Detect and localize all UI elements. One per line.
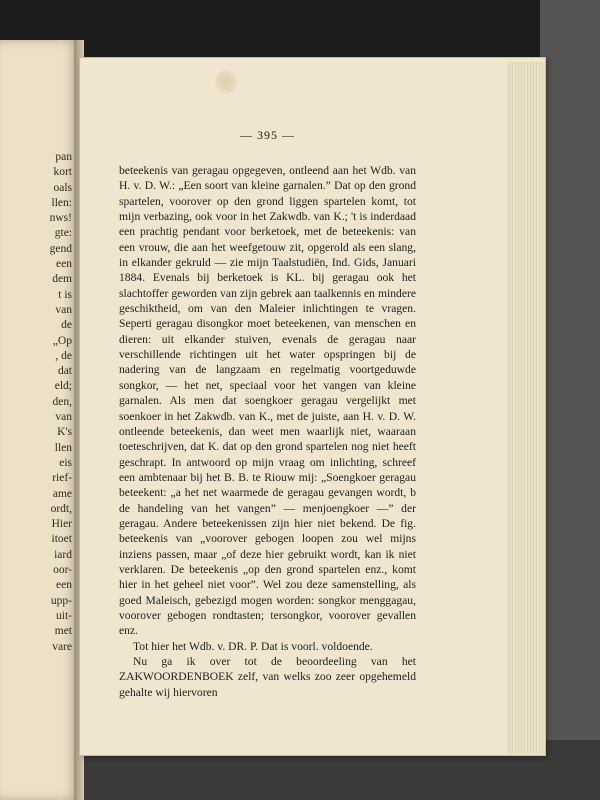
- paragraph-3: Nu ga ik over tot de beoordeeling van het ZAKWOORDENBOEK zelf, van welks zoo zeer opgehemeld gehalte wij hiervoren: [119, 655, 416, 699]
- left-fragment: de: [61, 319, 72, 332]
- left-fragment: ame: [52, 487, 72, 500]
- page-number: — 395 —: [240, 128, 295, 142]
- left-fragment: van: [55, 303, 72, 316]
- left-fragment: van: [55, 411, 72, 424]
- left-fragment: uit-: [56, 609, 72, 622]
- left-fragment: Hier: [51, 518, 72, 531]
- left-fragment: pan: [55, 151, 72, 163]
- body-text: [119, 163, 416, 700]
- left-fragment: oals: [53, 181, 72, 194]
- left-fragment: vare: [52, 640, 72, 653]
- left-fragment: iard: [54, 548, 72, 561]
- left-fragment: gend: [49, 242, 72, 255]
- left-fragment: K's: [57, 426, 72, 439]
- left-fragment: llen: [54, 441, 72, 454]
- left-fragment: kort: [53, 166, 72, 179]
- left-page-text: [50, 150, 72, 655]
- left-fragment: upp-: [50, 594, 72, 607]
- left-page: [0, 40, 78, 800]
- left-fragment: , de: [55, 349, 72, 362]
- left-fragment: eis: [59, 456, 72, 469]
- page-edges: [507, 62, 545, 754]
- left-fragment: dat: [57, 365, 72, 378]
- background-top: [0, 0, 600, 60]
- left-fragment: oor-: [53, 564, 72, 577]
- left-fragment: rief-: [52, 472, 72, 485]
- paragraph-1: beteekenis van geragau opgegeven, ontleend aan het Wdb. van H. v. D. W.: „Een soort van kleine garnalen.” Dat op den grond spartelen, voorover op den grond liggen spartelen komt, tot mijn verbazing, ook voor in het Zakwdb. van K.; 't is inderdaad een prachtig pendant voor berketoek, met de beteekenis: van een vrouw, die aan het weefgetouw zit, opgerold als een slang, in elkander gekruld — zie mijn Taalstudiën, Ind. Gids, Januari 1884. Evenals bij berketoek is KL. bij geragau ook het slachtoffer geworden van zijn gebrek aan taalkennis en mindere geschiktheid, om van den Maleier inlichtingen te vragen. Seperti geragau disongkor moet beteekenen, van menschen en dieren: uit elkander stuiven, evenals de geragau naar verschillende richtingen uit het water opspringen bij de nadering van de langzaam en regelmatig voortgeduwde songkor, — het net, speciaal voor het vangen van kleine garnalen. Als men dat soengkoer geragau vergelijkt met soenkoer in het Zakwdb. van K., met de juiste, aan H. v. D. W. ontleende beteekenis, dan weet men waarlijk niet, waaraan toeteschrijven, dat K. dat op den grond spartelen nog niet heeft geschrapt. In antwoord op mijn vraag om inlichting, schreef een ambtenaar bij het B. B. te Riouw mij: „Soengkoer geragau beteekent: „a het net waarmede de geragau gevangen wordt, b de handeling van het vangen” — menjoengkoer —” der geragau. Andere beteekenissen zijn hier niet bekend. De fig. beteekenis van „voorover gebogen loopen zou wel mijns inziens passen, maar „of deze hier gebruikt wordt, kan ik niet verklaren. De beteekenis „op den grond spartelen enz., komt hier in het geheel niet voor”. Wel zou deze samenstelling, als goed Maleisch, gebezigd mogen worden: songkor menggagau, voorover gebogen rondtasten; tersongkor, voorover gevallen enz.: [119, 164, 416, 638]
- left-fragment: den,: [52, 395, 72, 408]
- left-fragment: eld;: [54, 380, 72, 393]
- left-fragment: itoet: [51, 533, 72, 546]
- paragraph-2: Tot hier het Wdb. v. DR. P. Dat is voorl. voldoende.: [133, 639, 373, 653]
- left-fragment: nws!: [49, 212, 72, 225]
- left-fragment: een: [56, 258, 72, 271]
- left-fragment: llen:: [51, 196, 72, 209]
- left-fragment: een: [56, 579, 72, 592]
- left-fragment: met: [54, 625, 72, 638]
- page-content: [119, 128, 416, 700]
- background-right: [540, 0, 600, 800]
- left-fragment: ordt,: [50, 502, 72, 515]
- left-fragment: t is: [58, 288, 72, 301]
- left-fragment: dem: [52, 273, 72, 286]
- paper-stain: [215, 70, 237, 94]
- left-fragment: „Op: [52, 334, 72, 347]
- left-fragment: gte:: [54, 227, 72, 240]
